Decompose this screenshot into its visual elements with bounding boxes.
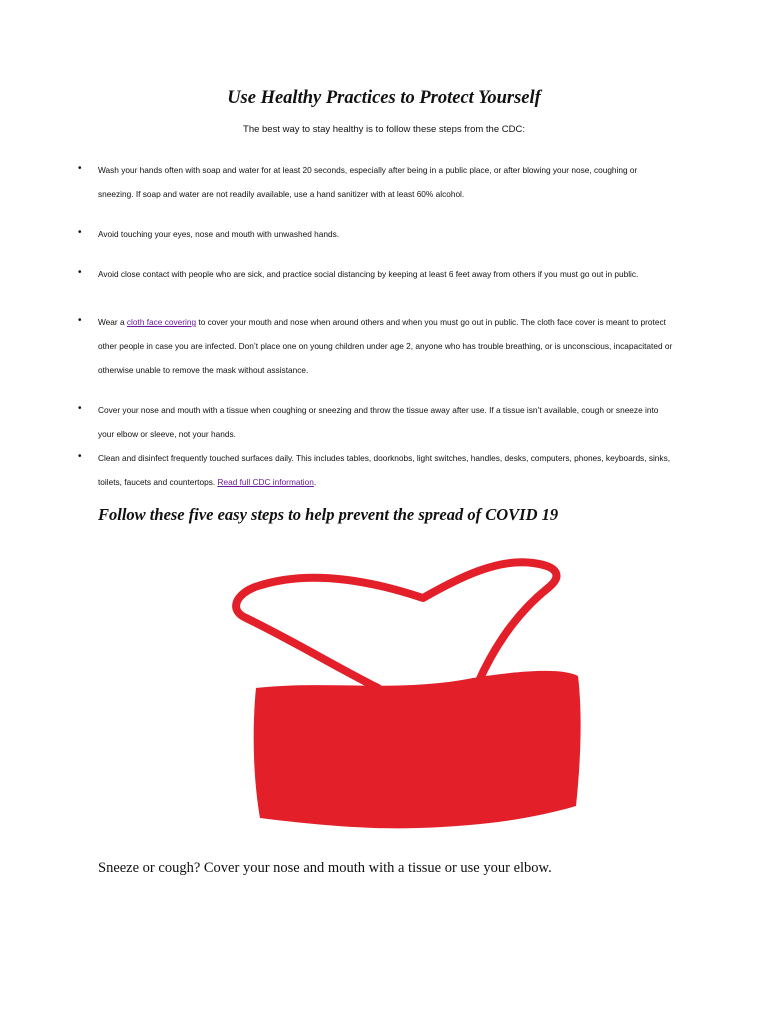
list-item-text: Wash your hands often with soap and water for at least 20 seconds, especially after being in a public place, or after blowing your nose, coughing or sneezing. If soap and water are not readily available, use a hand sanitizer with at least 60% alcohol. bbox=[98, 165, 638, 199]
list-item-text: Avoid touching your eyes, nose and mouth with unwashed hands. bbox=[98, 229, 340, 239]
list-item-text: Avoid close contact with people who are sick, and practice social distancing by keeping at least 6 feet away from others if you must go out in public. bbox=[98, 269, 639, 279]
bullet-marker: • bbox=[78, 403, 82, 414]
tissue-box bbox=[254, 671, 581, 828]
intro-text: The best way to stay healthy is to follow these steps from the CDC: bbox=[243, 124, 525, 135]
list-item-text-segment: to cover your mouth and nose when around others and when you must go out in public. The cloth face cover is meant to protect other people in case you are infected. Don’t place one on young children under age 2, anyone who has trouble breathing, or is unconscious, incapacitated or otherwise unable to remove the mask without assistance. bbox=[98, 317, 673, 375]
list-item-text-segment: Clean and disinfect frequently touched surfaces daily. This includes tables, doorknobs, light switches, handles, desks, computers, phones, keyboards, sinks, toilets, faucets and countertops. bbox=[98, 453, 671, 487]
bullet-marker: • bbox=[78, 315, 82, 326]
read-full-cdc-information-link[interactable]: Read full CDC information bbox=[217, 477, 314, 487]
cloth-face-covering-link[interactable]: cloth face covering bbox=[126, 317, 197, 327]
tissue-outline bbox=[236, 562, 556, 688]
illustration-caption: Sneeze or cough? Cover your nose and mouth with a tissue or use your elbow. bbox=[98, 860, 552, 876]
page-title: Use Healthy Practices to Protect Yourself bbox=[227, 88, 541, 108]
bullet-marker: • bbox=[78, 227, 82, 238]
tissue-box-icon bbox=[228, 548, 588, 838]
list-item-text-segment: . bbox=[313, 477, 317, 487]
list-item-text bbox=[98, 446, 673, 494]
bullet-marker: • bbox=[78, 267, 82, 278]
section-heading: Follow these five easy steps to help prevent the spread of COVID 19 bbox=[98, 505, 559, 524]
list-item-text: Cover your nose and mouth with a tissue when coughing or sneezing and throw the tissue away after use. If a tissue isn’t available, cough or sneeze into your elbow or sleeve, not your hands. bbox=[98, 405, 659, 439]
list-item-text bbox=[98, 310, 673, 382]
bullet-marker: • bbox=[78, 451, 82, 462]
list-item-text-segment: Wear a bbox=[98, 317, 127, 327]
bullet-marker: • bbox=[78, 163, 82, 174]
